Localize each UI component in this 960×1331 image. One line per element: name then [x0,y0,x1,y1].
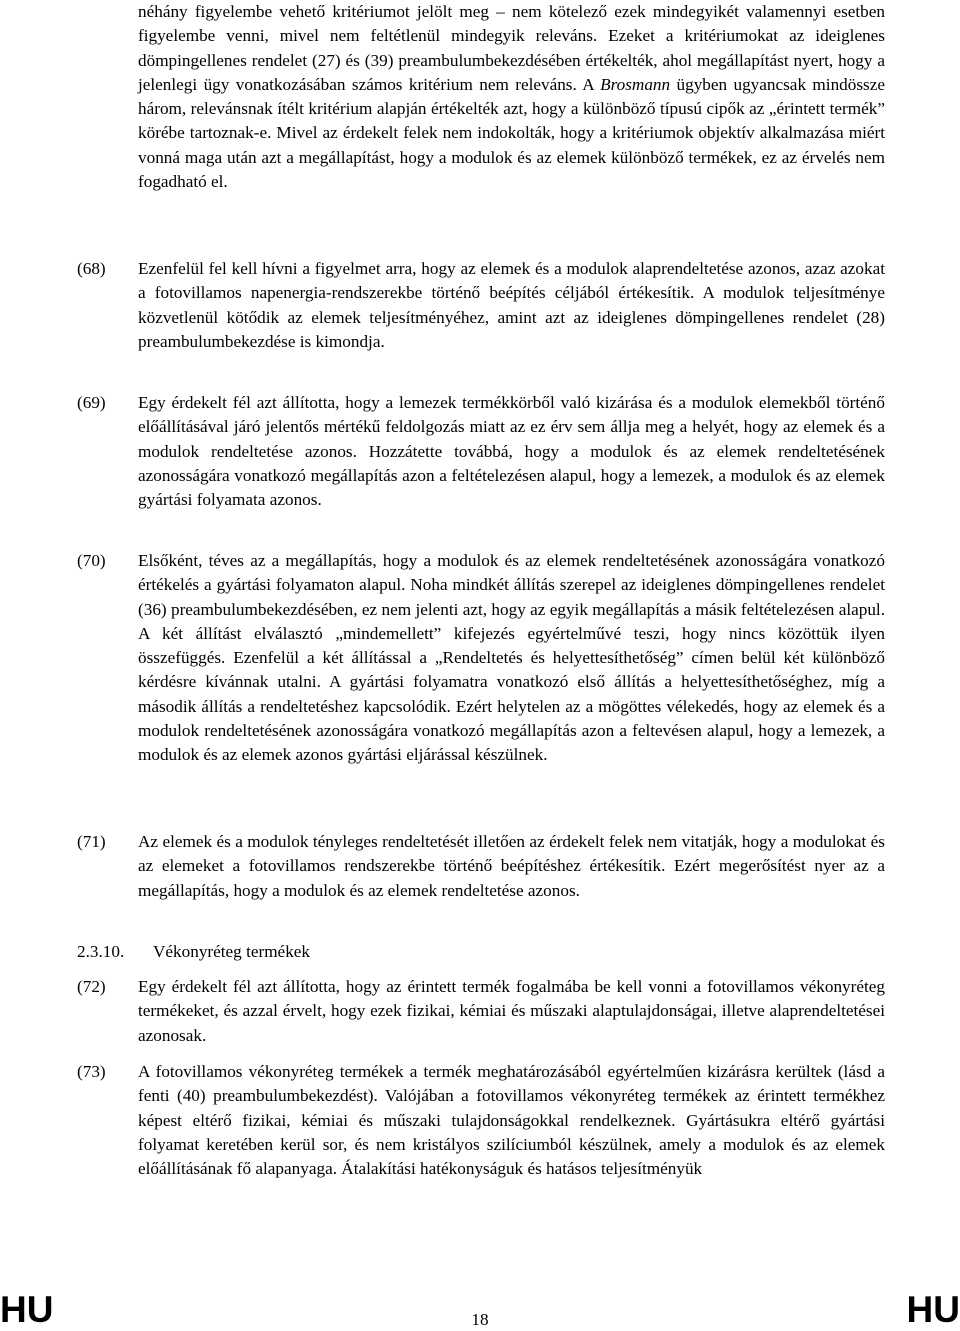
section-heading [77,940,310,964]
paragraph-68: Ezenfelül fel kell hívni a figyelmet arra, hogy az elemek és a modulok alaprendeltetése azonos, azaz azokat a fotovillamos napenergia-rendszerekbe történő beépítés céljából értékesítik. A modulok teljesítménye közvetlenül kötődik az elemek teljesítményéhez, amint azt az ideiglenes dömpingellenes rendelet (28) preambulumbekezdése is kimondja. [138,259,885,351]
section-number: 2.3.10. [77,942,125,961]
paragraph-number-68: (68) [77,259,106,278]
paragraph-number-72: (72) [77,977,106,996]
case-name-italic: Brosmann [600,74,671,94]
paragraph-73: A fotovillamos vékonyréteg termékek a termék meghatározásából egyértelműen kizárásra kerültek (lásd a fenti (40) preambulumbekezdést). Valójában a fotovillamos vékonyréteg termékek az érintett termékhez képest eltérő fizikai, kémiai és műszaki tulajdonságokkal rendelkeznek. Gyártásukra eltérő gyártási folyamat keretében kerül sor, és nem kristályos szilíciumból készülnek, amely a modulok és az elemek előállításának fő alapanyaga. Átalakítási hatékonyságuk és hatásos teljesítményük [138,1062,885,1179]
paragraph-number-71: (71) [77,832,106,851]
paragraph-71: Az elemek és a modulok tényleges rendeltetését illetően az érdekelt felek nem vitatják, hogy a modulokat és az elemeket a fotovillamos rendszerekbe történő beépítéshez értékesítik. Ezért megerősítést nyer az a megállapítás, hogy a modulok és az elemek rendeltetése azonos. [138,832,885,900]
language-code-left: HU [0,1289,54,1330]
paragraph-number-73: (73) [77,1062,106,1081]
paragraph-72: Egy érdekelt fél azt állította, hogy az érintett termék fogalmába be kell vonni a fotovillamos vékonyréteg termékeket, és azzal érvelt, hogy ezek fizikai, kémiai és műszaki alaptulajdonságai, illetve alaprendeltetései azonosak. [138,977,885,1045]
paragraph-69: Egy érdekelt fél azt állította, hogy a lemezek termékkörből való kizárása és a modulok elemekből történő előállításával járó jelentős mértékű feldolgozás miatt az ez érv sem állja meg a helyét, hogy az elemek és a modulok rendeltetése azonos. Hozzátette továbbá, hogy a modulok és az elemek rendeltetésének azonosságára vonatkozó megállapítás azon a feltételezésen alapul, hogy a lemezek, a modulok és az elemek gyártási folyamata azonos. [138,393,885,510]
paragraph-number-69: (69) [77,393,106,412]
paragraph-continuation: néhány figyelembe vehető kritériumot jelölt meg – nem kötelező ezek mindegyikét valamennyi esetben figyelembe venni, mivel nem feltétlenül mindegyik releváns. Ezeket a kritériumokat az ideiglenes dömpingellenes rendelet (27) és (39) preambulumbekezdésében értékelték, ahol megállapítást nyert, hogy a jelenlegi ügy vonatkozásában számos kritérium nem releváns. A Brosmann ügyben ugyancsak mindössze három, relevánsnak ítélt kritérium alapján értékelték azt, hogy a különböző típusú cipők az „érintett termék” körébe tartoznak-e. Mivel az érdekelt felek nem indokolták, hogy a kritériumok objektív alkalmazása miért vonná maga után azt a megállapítást, hogy a modulok és az elemek különböző termékek, ez az érvelés nem fogadható el. [138,2,885,192]
section-title: Vékonyréteg termékek [153,942,311,961]
paragraph-number-70: (70) [77,551,106,570]
page-number: 18 [471,1310,489,1329]
language-code-right: HU [906,1289,960,1330]
paragraph-70: Elsőként, téves az a megállapítás, hogy a modulok és az elemek rendeltetésének azonosságára vonatkozó értékelés a gyártási folyamaton alapul. Noha mindkét állítás szerepel az ideiglenes dömpingellenes rendelet (36) preambulumbekezdésében, ez nem jelenti azt, hogy az egyik megállapítás a másik feltételezésen alapul. A két állítást elválasztó „mindemellett” kifejezés egyértelművé teszi, hogy nincs közöttük ilyen összefüggés. Ezenfelül a két állítással a „Rendeltetés és helyettesíthetőség” címen belül két különböző kérdésre kívánnak utalni. A gyártási folyamatra vonatkozó első állítás a helyettesíthetőséghez, míg a második állítás a rendeltetéshez kapcsolódik. Ezért helytelen az a mögöttes vélekedés, hogy az elemek és a modulok rendeltetésének azonosságára vonatkozó megállapítás azon a feltevésen alapul, hogy a lemezek, a modulok és az elemek azonos gyártási eljárással készülnek. [138,551,885,765]
